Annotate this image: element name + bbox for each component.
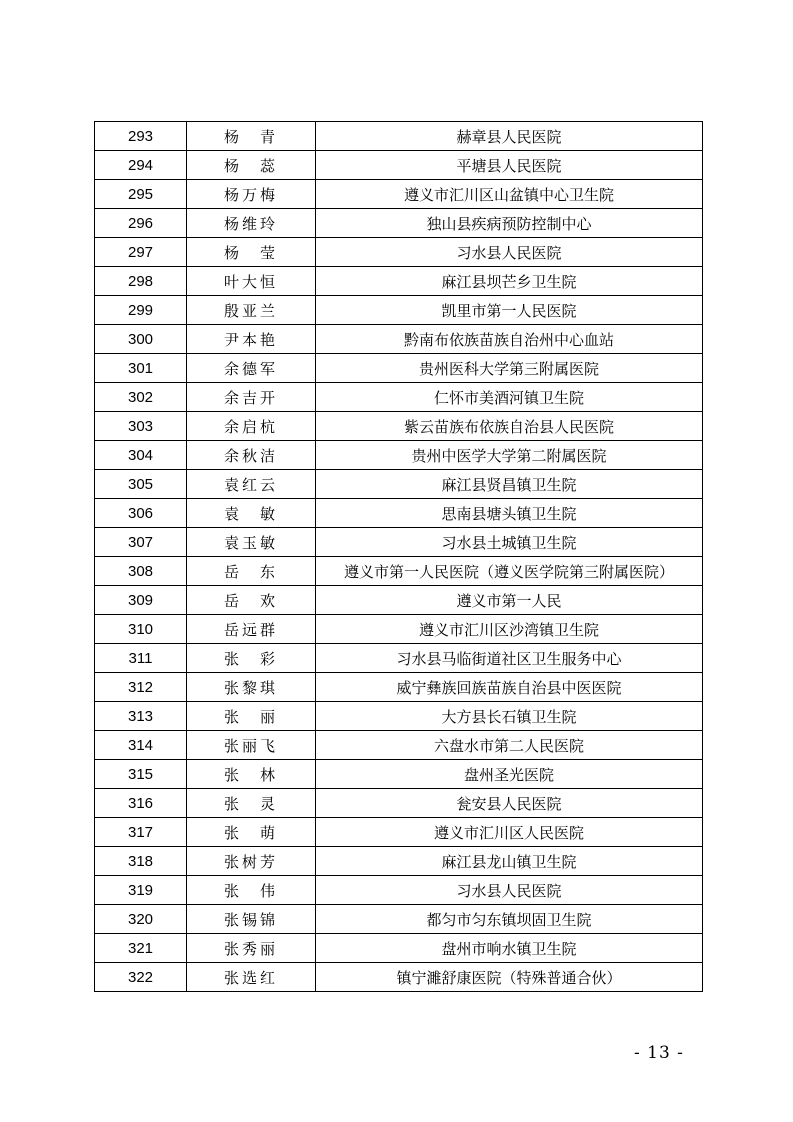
person-name: [187, 499, 316, 528]
person-name-text: 张选红: [223, 968, 278, 987]
organization: 习水县人民医院: [316, 238, 703, 267]
table-row: [95, 441, 703, 470]
row-number: 319: [95, 876, 187, 905]
table-row: [95, 296, 703, 325]
person-name: [187, 644, 316, 673]
row-number: 322: [95, 963, 187, 992]
organization: 独山县疾病预防控制中心: [316, 209, 703, 238]
person-name: [187, 731, 316, 760]
organization: 贵州医科大学第三附属医院: [316, 354, 703, 383]
table-row: [95, 644, 703, 673]
organization: 黔南布依族苗族自治州中心血站: [316, 325, 703, 354]
table-row: [95, 238, 703, 267]
person-name: [187, 238, 316, 267]
table-row: [95, 354, 703, 383]
person-name: [187, 412, 316, 441]
person-name-text: 叶大恒: [223, 272, 278, 291]
row-number: 312: [95, 673, 187, 702]
person-name: [187, 528, 316, 557]
person-name-text: 张 丽: [223, 707, 278, 726]
person-name-text: 张 林: [223, 765, 278, 784]
organization: 凯里市第一人民医院: [316, 296, 703, 325]
person-name: [187, 586, 316, 615]
person-name: [187, 557, 316, 586]
person-name-text: 余吉开: [223, 388, 278, 407]
organization: 威宁彝族回族苗族自治县中医医院: [316, 673, 703, 702]
row-number: 309: [95, 586, 187, 615]
person-name-text: 袁红云: [223, 475, 278, 494]
roster-body: [95, 122, 703, 992]
person-name: [187, 818, 316, 847]
row-number: 299: [95, 296, 187, 325]
row-number: 307: [95, 528, 187, 557]
table-row: [95, 470, 703, 499]
person-name: [187, 876, 316, 905]
person-name-text: 袁 敏: [223, 504, 278, 523]
organization: 镇宁濉舒康医院（特殊普通合伙）: [316, 963, 703, 992]
table-row: [95, 528, 703, 557]
organization: 遵义市汇川区人民医院: [316, 818, 703, 847]
row-number: 316: [95, 789, 187, 818]
person-name-text: 张 萌: [223, 823, 278, 842]
person-name-text: 张秀丽: [223, 939, 278, 958]
organization: 都匀市匀东镇坝固卫生院: [316, 905, 703, 934]
row-number: 305: [95, 470, 187, 499]
table-row: [95, 963, 703, 992]
table-row: [95, 789, 703, 818]
person-name-text: 余启杭: [223, 417, 278, 436]
table-row: [95, 180, 703, 209]
person-name: [187, 296, 316, 325]
row-number: 317: [95, 818, 187, 847]
person-name-text: 张 灵: [223, 794, 278, 813]
organization: 赫章县人民医院: [316, 122, 703, 151]
table-row: [95, 731, 703, 760]
table-row: [95, 325, 703, 354]
roster-table: [94, 121, 703, 992]
person-name: [187, 963, 316, 992]
table-row: [95, 760, 703, 789]
person-name-text: 杨 莹: [223, 243, 278, 262]
person-name: [187, 180, 316, 209]
person-name-text: 尹本艳: [223, 330, 278, 349]
row-number: 301: [95, 354, 187, 383]
table-row: [95, 876, 703, 905]
organization: 遵义市第一人民: [316, 586, 703, 615]
table-row: [95, 673, 703, 702]
row-number: 304: [95, 441, 187, 470]
person-name-text: 杨万梅: [223, 185, 278, 204]
person-name: [187, 441, 316, 470]
organization: 遵义市汇川区山盆镇中心卫生院: [316, 180, 703, 209]
table-row: [95, 412, 703, 441]
organization: 瓮安县人民医院: [316, 789, 703, 818]
row-number: 293: [95, 122, 187, 151]
row-number: 320: [95, 905, 187, 934]
row-number: 308: [95, 557, 187, 586]
organization: 麻江县贤昌镇卫生院: [316, 470, 703, 499]
person-name: [187, 267, 316, 296]
table-row: [95, 557, 703, 586]
organization: 紫云苗族布依族自治县人民医院: [316, 412, 703, 441]
person-name: [187, 934, 316, 963]
person-name: [187, 702, 316, 731]
person-name-text: 张锡锦: [223, 910, 278, 929]
row-number: 315: [95, 760, 187, 789]
person-name: [187, 760, 316, 789]
row-number: 313: [95, 702, 187, 731]
row-number: 302: [95, 383, 187, 412]
table-row: [95, 586, 703, 615]
person-name-text: 余秋洁: [223, 446, 278, 465]
person-name: [187, 789, 316, 818]
organization: 平塘县人民医院: [316, 151, 703, 180]
person-name: [187, 905, 316, 934]
table-row: [95, 122, 703, 151]
organization: 盘州圣光医院: [316, 760, 703, 789]
row-number: 303: [95, 412, 187, 441]
row-number: 311: [95, 644, 187, 673]
row-number: 314: [95, 731, 187, 760]
person-name-text: 张丽飞: [223, 736, 278, 755]
person-name: [187, 615, 316, 644]
row-number: 295: [95, 180, 187, 209]
row-number: 310: [95, 615, 187, 644]
person-name: [187, 383, 316, 412]
table-row: [95, 383, 703, 412]
row-number: 294: [95, 151, 187, 180]
row-number: 297: [95, 238, 187, 267]
table-row: [95, 267, 703, 296]
person-name-text: 杨 蕊: [223, 156, 278, 175]
table-row: [95, 847, 703, 876]
row-number: 300: [95, 325, 187, 354]
organization: 习水县马临街道社区卫生服务中心: [316, 644, 703, 673]
person-name-text: 杨 青: [223, 127, 278, 146]
row-number: 298: [95, 267, 187, 296]
organization: 习水县土城镇卫生院: [316, 528, 703, 557]
person-name: [187, 470, 316, 499]
person-name-text: 岳远群: [223, 620, 278, 639]
organization: 思南县塘头镇卫生院: [316, 499, 703, 528]
organization: 麻江县龙山镇卫生院: [316, 847, 703, 876]
table-row: [95, 209, 703, 238]
person-name: [187, 354, 316, 383]
table-row: [95, 905, 703, 934]
table-row: [95, 615, 703, 644]
person-name-text: 张树芳: [223, 852, 278, 871]
organization: 盘州市响水镇卫生院: [316, 934, 703, 963]
organization: 六盘水市第二人民医院: [316, 731, 703, 760]
organization: 麻江县坝芒乡卫生院: [316, 267, 703, 296]
person-name-text: 张 彩: [223, 649, 278, 668]
person-name-text: 张 伟: [223, 881, 278, 900]
row-number: 318: [95, 847, 187, 876]
table-row: [95, 499, 703, 528]
table-row: [95, 702, 703, 731]
person-name: [187, 847, 316, 876]
person-name-text: 余德军: [223, 359, 278, 378]
person-name-text: 岳 东: [223, 562, 278, 581]
organization: 大方县长石镇卫生院: [316, 702, 703, 731]
organization: 贵州中医学大学第二附属医院: [316, 441, 703, 470]
person-name: [187, 122, 316, 151]
person-name-text: 岳 欢: [223, 591, 278, 610]
organization: 习水县人民医院: [316, 876, 703, 905]
organization: 遵义市第一人民医院（遵义医学院第三附属医院）: [316, 557, 703, 586]
person-name-text: 张黎琪: [223, 678, 278, 697]
organization: 遵义市汇川区沙湾镇卫生院: [316, 615, 703, 644]
person-name-text: 杨维玲: [223, 214, 278, 233]
person-name-text: 殷亚兰: [223, 301, 278, 320]
person-name: [187, 325, 316, 354]
table-row: [95, 151, 703, 180]
organization: 仁怀市美酒河镇卫生院: [316, 383, 703, 412]
table-row: [95, 818, 703, 847]
table-row: [95, 934, 703, 963]
person-name: [187, 209, 316, 238]
person-name: [187, 151, 316, 180]
page-number: - 13 -: [634, 1043, 684, 1063]
row-number: 321: [95, 934, 187, 963]
row-number: 306: [95, 499, 187, 528]
row-number: 296: [95, 209, 187, 238]
person-name: [187, 673, 316, 702]
person-name-text: 袁玉敏: [223, 533, 278, 552]
